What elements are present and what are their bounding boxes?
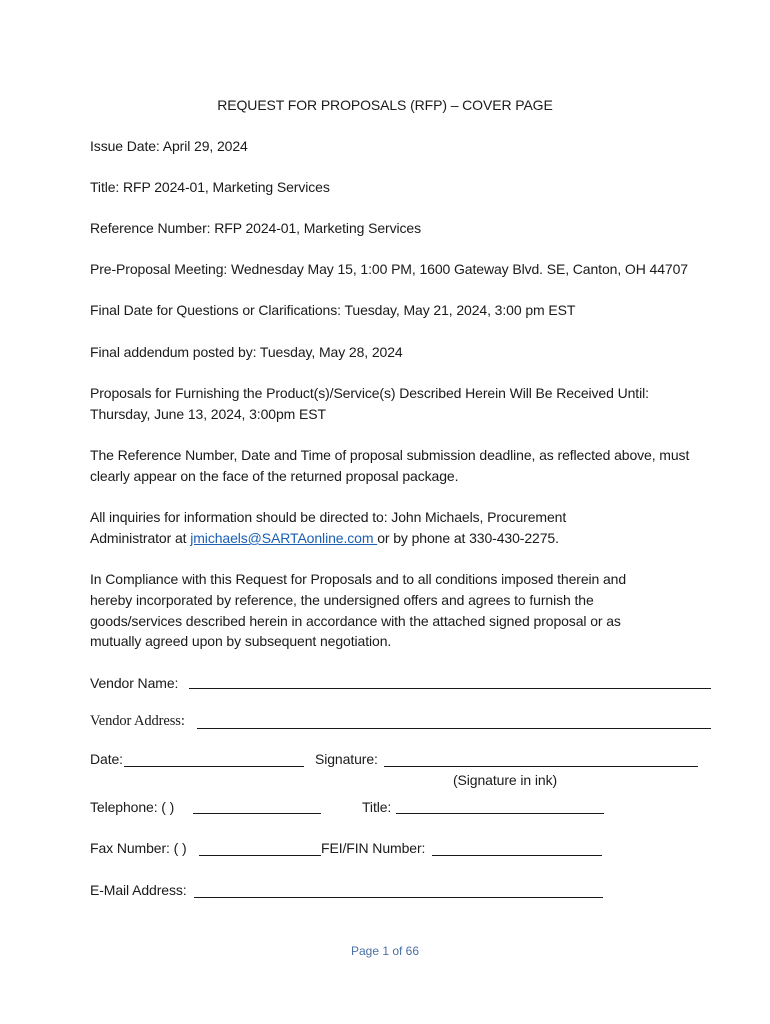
title-label: Title: (362, 799, 392, 815)
email-link[interactable]: jmichaels@SARTAonline.com (190, 530, 378, 546)
issue-date: Issue Date: April 29, 2024 (90, 138, 248, 154)
page-number: Page 1 of 66 (350, 944, 420, 958)
proposals-received-line-2: Thursday, June 13, 2024, 3:00pm EST (90, 406, 326, 422)
compliance-line-3: goods/services described herein in accordance with the attached signed proposal or as (90, 613, 621, 629)
inquiries-line-2 (90, 528, 559, 549)
title-field[interactable] (396, 813, 604, 814)
vendor-name-label: Vendor Name: (90, 675, 179, 691)
vendor-address-field[interactable] (197, 728, 711, 729)
date-field[interactable] (124, 766, 304, 767)
rfp-title: Title: RFP 2024-01, Marketing Services (90, 179, 330, 195)
inquiries-suffix: or by phone at 330-430-2275. (377, 530, 559, 546)
compliance-line-2: hereby incorporated by reference, the undersigned offers and agrees to furnish the (90, 592, 594, 608)
reference-number: Reference Number: RFP 2024-01, Marketing Services (90, 220, 421, 236)
proposals-received-line-1: Proposals for Furnishing the Product(s)/Service(s) Described Herein Will Be Received Until: (90, 385, 649, 401)
fax-label: Fax Number: ( ) (90, 840, 187, 856)
vendor-name-field[interactable] (189, 688, 711, 689)
fei-label: FEI/FIN Number: (321, 840, 426, 856)
inquiries-prefix: Administrator at (90, 530, 191, 546)
page-title: REQUEST FOR PROPOSALS (RFP) – COVER PAGE (217, 97, 553, 113)
final-addendum-date: Final addendum posted by: Tuesday, May 28, 2024 (90, 344, 403, 360)
reference-note-line-2: clearly appear on the face of the returned proposal package. (90, 468, 459, 484)
pre-proposal-meeting: Pre-Proposal Meeting: Wednesday May 15, 1:00 PM, 1600 Gateway Blvd. SE, Canton, OH 44707 (90, 261, 688, 277)
signature-field[interactable] (384, 766, 698, 767)
signature-note: (Signature in ink) (453, 772, 558, 788)
signature-label: Signature: (315, 751, 378, 767)
fax-field[interactable] (199, 855, 321, 856)
date-label: Date: (90, 751, 123, 767)
fei-field[interactable] (432, 855, 602, 856)
compliance-line-4: mutually agreed upon by subsequent negotiation. (90, 633, 392, 649)
inquiries-line-1: All inquiries for information should be directed to: John Michaels, Procurement (90, 509, 567, 525)
compliance-line-1: In Compliance with this Request for Proposals and to all conditions imposed therein and (90, 571, 627, 587)
telephone-label: Telephone: ( ) (90, 799, 175, 815)
email-label: E-Mail Address: (90, 882, 187, 898)
final-questions-date: Final Date for Questions or Clarifications: Tuesday, May 21, 2024, 3:00 pm EST (90, 302, 576, 318)
email-field[interactable] (194, 897, 603, 898)
telephone-field[interactable] (193, 813, 321, 814)
reference-note-line-1: The Reference Number, Date and Time of proposal submission deadline, as reflected above, must (90, 447, 690, 463)
vendor-address-label: Vendor Address: (90, 713, 185, 729)
